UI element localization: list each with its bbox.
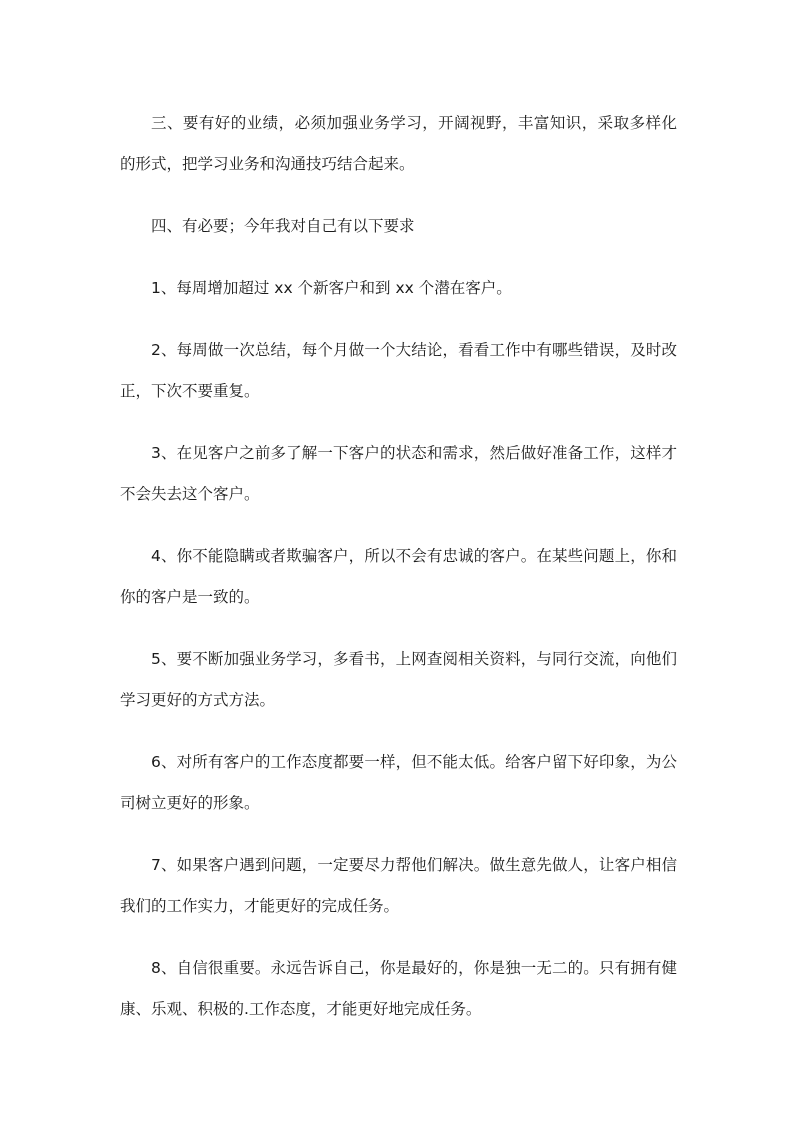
paragraph-item-1: 1、每周增加超过 xx 个新客户和到 xx 个潜在客户。 [151,279,512,297]
paragraph-section-3: 三、要有好的业绩，必须加强业务学习，开阔视野，丰富知识，采取多样化的形式，把学习业务和沟通技巧结合起来。 [120,114,677,173]
paragraph-item-2: 2、每周做一次总结，每个月做一个大结论，看看工作中有哪些错误，及时改正，下次不要重复。 [120,341,677,400]
paragraph-item-5: 5、要不断加强业务学习，多看书，上网查阅相关资料，与同行交流，向他们学习更好的方式方法。 [120,650,677,709]
paragraph-section-4: 四、有必要；今年我对自己有以下要求 [151,217,415,235]
paragraph-item-6: 6、对所有客户的工作态度都要一样，但不能太低。给客户留下好印象，为公司树立更好的形象。 [120,753,677,812]
paragraph-item-4: 4、你不能隐瞒或者欺骗客户，所以不会有忠诚的客户。在某些问题上，你和你的客户是一致的。 [120,547,677,606]
paragraph-item-8: 8、自信很重要。永远告诉自己，你是最好的，你是独一无二的。只有拥有健康、乐观、积极的.工作态度，才能更好地完成任务。 [120,959,677,1018]
document-body [120,103,677,1051]
paragraph-item-7: 7、如果客户遇到问题，一定要尽力帮他们解决。做生意先做人，让客户相信我们的工作实力，才能更好的完成任务。 [120,856,677,915]
paragraph-item-3: 3、在见客户之前多了解一下客户的状态和需求，然后做好准备工作，这样才不会失去这个客户。 [120,444,677,503]
